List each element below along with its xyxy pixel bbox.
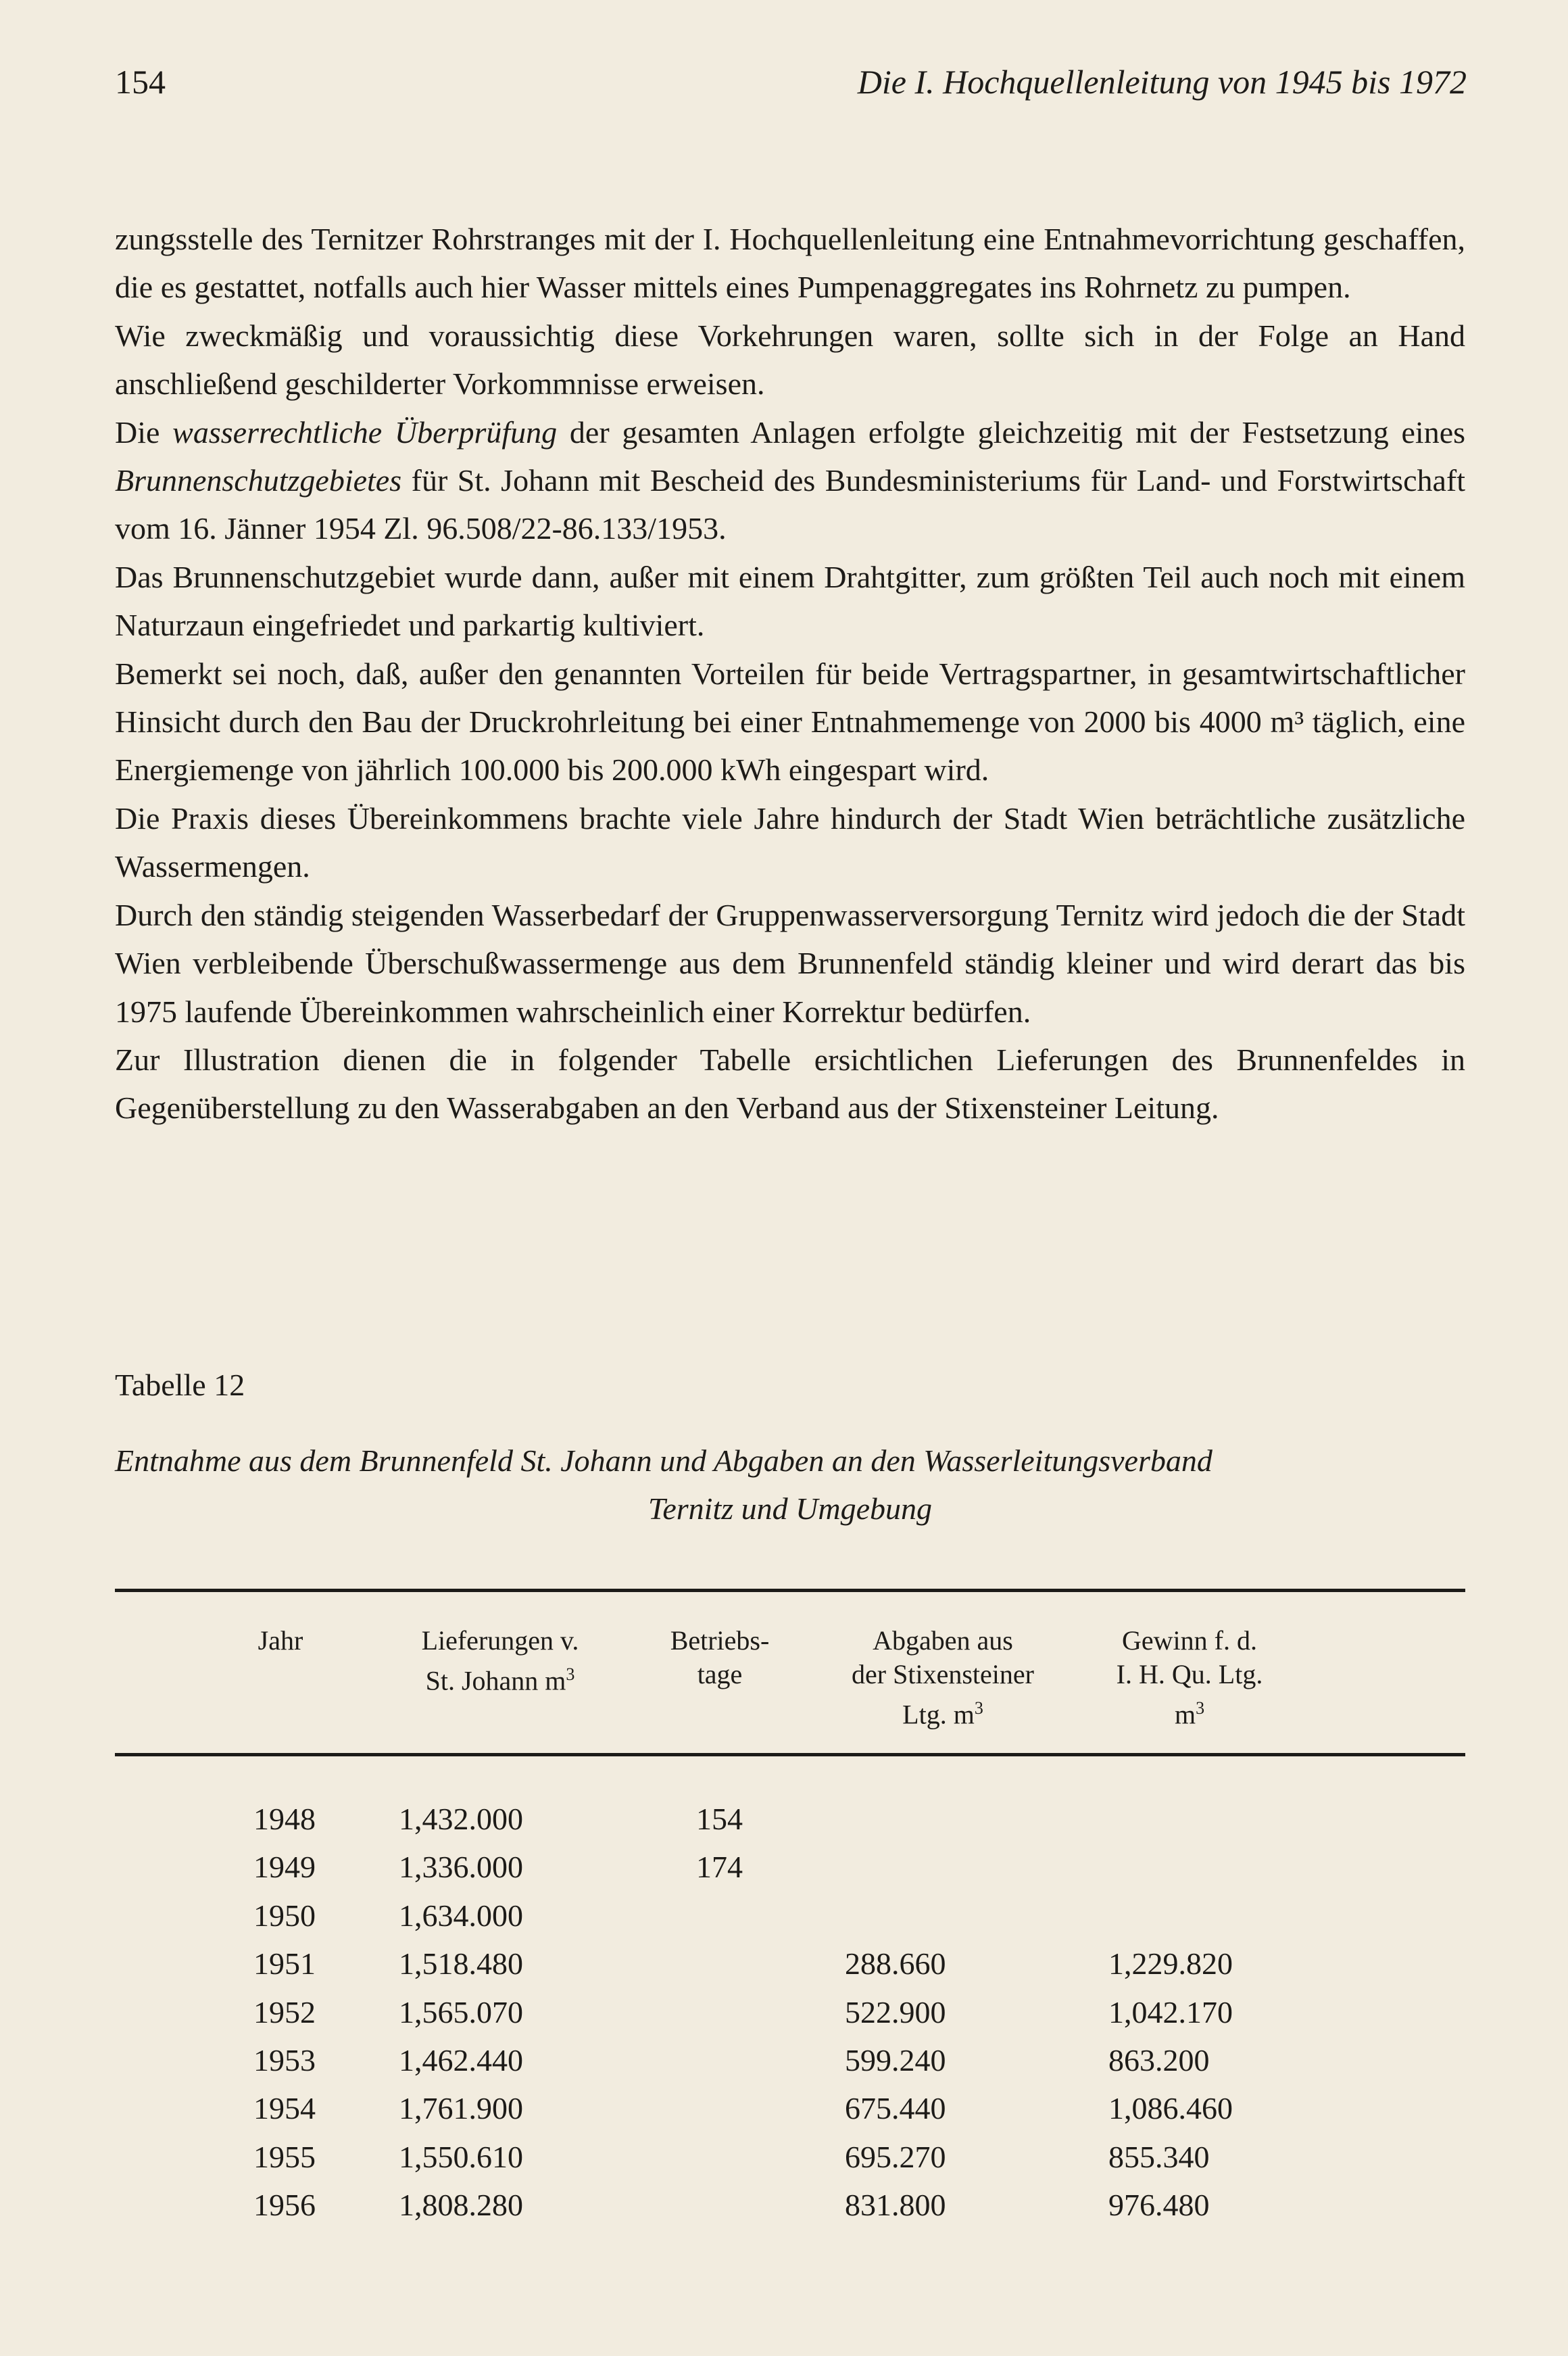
cell-abgaben: 831.800 (845, 2188, 946, 2223)
header-text (1054, 1691, 1325, 1731)
header-text: Jahr (258, 1625, 303, 1656)
unit-exponent: 3 (1196, 1698, 1205, 1718)
cell-lieferungen: 1,808.280 (399, 2188, 523, 2223)
body-text (115, 215, 1465, 1132)
header-text: Betriebs- (670, 1625, 770, 1656)
cell-lieferungen: 1,634.000 (399, 1898, 523, 1933)
column-header-lieferungen (385, 1624, 615, 1698)
table-row (0, 1940, 1568, 1988)
paragraph-text: für St. Johann mit Bescheid des Bundesministeriums für Land- und Forstwirtschaft vom 16. Jänner 1954 Zl. 96.508/22-86.133/1953. (115, 463, 1465, 546)
cell-lieferungen: 1,761.900 (399, 2091, 523, 2126)
cell-gewinn: 1,042.170 (1108, 1994, 1233, 2029)
table-row (0, 1988, 1568, 2036)
cell-lieferungen: 1,518.480 (399, 1946, 523, 1981)
header-text: St. Johann m (425, 1665, 566, 1696)
header-text: Ltg. m (902, 1699, 975, 1730)
cell-lieferungen: 1,336.000 (399, 1850, 523, 1885)
cell-lieferungen: 1,462.440 (399, 2042, 523, 2077)
header-text: I. H. Qu. Ltg. (1116, 1659, 1263, 1689)
cell-jahr: 1953 (253, 2042, 316, 2077)
paragraph: Bemerkt sei noch, daß, außer den genannten Vorteilen für beide Vertragspartner, in gesamtwirtschaftlicher Hinsicht durch den Bau der Druckrohrleitung bei einer Entnahmemenge von 2000 bis 4000 m³ täglich, eine Energiemenge von jährlich 100.000 bis 200.000 kWh eingespart wird. (115, 656, 1465, 788)
paragraph: Zur Illustration dienen die in folgender Tabelle ersichtlichen Lieferungen des Brunnenfeldes in Gegenüberstellung zu den Wasserabgaben an den Verband aus der Stixensteiner Leitung. (115, 1042, 1465, 1126)
header-text (385, 1658, 615, 1698)
cell-betriebstage: 174 (696, 1850, 743, 1885)
paragraph: Das Brunnenschutzgebiet wurde dann, außer mit einem Drahtgitter, zum größten Teil auch noch mit einem Naturzaun eingefriedet und parkartig kultiviert. (115, 559, 1465, 643)
cell-lieferungen: 1,565.070 (399, 1994, 523, 2029)
paragraph: zungsstelle des Ternitzer Rohrstranges mit der I. Hochquellenleitung eine Entnahmevorrichtung geschaffen, die es gestattet, notfalls auch hier Wasser mittels eines Pumpenaggregates ins Rohrnetz zu pumpen. (115, 222, 1465, 305)
column-header-betriebstage (645, 1624, 794, 1691)
cell-jahr: 1954 (253, 2091, 316, 2126)
header-text: der Stixensteiner (852, 1659, 1034, 1689)
table-row (0, 2084, 1568, 2132)
cell-abgaben: 675.440 (845, 2091, 946, 2126)
cell-gewinn: 1,086.460 (1108, 2091, 1233, 2126)
emphasis-text: wasserrechtliche Überprüfung (172, 414, 558, 450)
table-caption (115, 1437, 1465, 1533)
cell-gewinn: 863.200 (1108, 2042, 1210, 2077)
header-text: tage (697, 1659, 743, 1689)
paragraph-text: der gesamten Anlagen erfolgte gleichzeitig mit der Festsetzung eines (569, 414, 1466, 450)
paragraph: Die Praxis dieses Übereinkommens brachte viele Jahre hindurch der Stadt Wien beträchtliche zusätzliche Wassermengen. (115, 800, 1465, 884)
cell-jahr: 1952 (253, 1994, 316, 2029)
table-label: Tabelle 12 (115, 1368, 245, 1402)
cell-jahr: 1950 (253, 1898, 316, 1933)
cell-gewinn: 855.340 (1108, 2139, 1210, 2174)
column-header-abgaben (808, 1624, 1078, 1731)
cell-abgaben: 522.900 (845, 1994, 946, 2029)
header-text: Gewinn f. d. (1122, 1625, 1257, 1656)
cell-jahr: 1949 (253, 1850, 316, 1885)
table-row (0, 1892, 1568, 1940)
paragraph (115, 408, 1465, 553)
table-row (0, 2133, 1568, 2181)
cell-gewinn: 976.480 (1108, 2188, 1210, 2223)
header-text: Abgaben aus (873, 1625, 1013, 1656)
paragraph-text: Die (115, 414, 160, 450)
header-text: m (1174, 1699, 1196, 1730)
cell-jahr: 1948 (253, 1802, 316, 1836)
header-text: Lieferungen v. (421, 1625, 579, 1656)
table-rule-top (115, 1589, 1465, 1592)
paragraph: Wie zweckmäßig und voraussichtig diese Vorkehrungen waren, sollte sich in der Folge an Hand anschließend geschilderter Vorkommnisse erweisen. (115, 318, 1465, 402)
page-number: 154 (115, 63, 166, 101)
unit-exponent: 3 (974, 1698, 983, 1718)
caption-line: Ternitz und Umgebung (648, 1491, 932, 1526)
table-row (0, 2181, 1568, 2229)
emphasis-text: Brunnenschutzgebietes (115, 463, 402, 498)
column-header-jahr (240, 1624, 321, 1658)
unit-exponent: 3 (566, 1664, 575, 1684)
page-header (115, 62, 1467, 116)
cell-jahr: 1956 (253, 2188, 316, 2223)
table-row (0, 1795, 1568, 1843)
table-rule-bottom (115, 1753, 1465, 1756)
cell-abgaben: 288.660 (845, 1946, 946, 1981)
cell-lieferungen: 1,432.000 (399, 1802, 523, 1836)
header-text (808, 1691, 1078, 1731)
table-row (0, 1843, 1568, 1891)
cell-lieferungen: 1,550.610 (399, 2139, 523, 2174)
column-header-gewinn (1054, 1624, 1325, 1731)
table-body (0, 1795, 1568, 2230)
cell-jahr: 1955 (253, 2139, 316, 2174)
cell-abgaben: 695.270 (845, 2139, 946, 2174)
paragraph: Durch den ständig steigenden Wasserbedarf der Gruppenwasserversorgung Ternitz wird jedoch die der Stadt Wien verbleibende Überschußwassermenge aus dem Brunnenfeld ständig kleiner und wird derart das bis 1975 laufende Übereinkommen wahrscheinlich einer Korrektur bedürfen. (115, 897, 1465, 1029)
cell-gewinn: 1,229.820 (1108, 1946, 1233, 1981)
running-title: Die I. Hochquellenleitung von 1945 bis 1972 (857, 63, 1467, 101)
cell-betriebstage: 154 (696, 1802, 743, 1836)
cell-jahr: 1951 (253, 1946, 316, 1981)
table-row (0, 2036, 1568, 2084)
cell-abgaben: 599.240 (845, 2042, 946, 2077)
caption-line: Entnahme aus dem Brunnenfeld St. Johann und Abgaben an den Wasserleitungsverband (115, 1443, 1212, 1478)
